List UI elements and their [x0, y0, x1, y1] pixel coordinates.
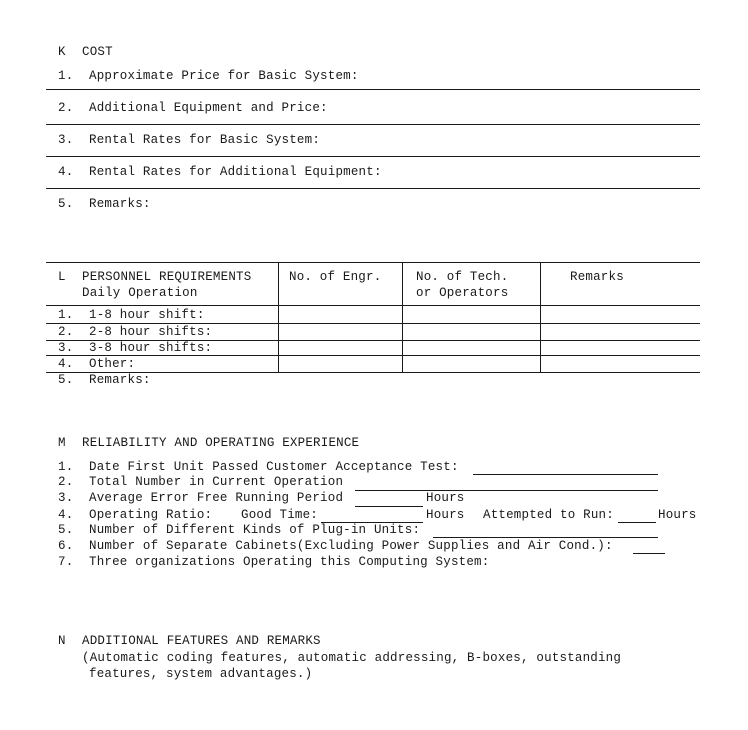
m-item-1-blank[interactable]: [473, 474, 658, 475]
k-item-2-num: 2.: [58, 101, 74, 115]
section-m-title: RELIABILITY AND OPERATING EXPERIENCE: [82, 436, 360, 450]
m-item-5-num: 5.: [58, 523, 74, 537]
m-item-4-unit2: Hours: [658, 508, 697, 522]
section-l-letter: L: [58, 270, 66, 284]
m-item-7-label: Three organizations Operating this Computing System:: [89, 555, 490, 569]
k-item-5-label: Remarks:: [89, 197, 151, 211]
l-table-header-border: [46, 305, 700, 306]
col-header-remarks: Remarks: [570, 270, 624, 284]
col-header-engineers: No. of Engr.: [289, 270, 382, 284]
m-item-6-num: 6.: [58, 539, 74, 553]
l-row-4-num: 4.: [58, 357, 74, 371]
k-item-5-num: 5.: [58, 197, 74, 211]
section-n-title: ADDITIONAL FEATURES AND REMARKS: [82, 634, 321, 648]
section-n-description-line-1: (Automatic coding features, automatic addressing, B-boxes, outstanding: [82, 651, 622, 665]
section-l-title: PERSONNEL REQUIREMENTS: [82, 270, 252, 284]
m-item-6-blank[interactable]: [633, 553, 665, 554]
l-row-1-label: 1-8 hour shift:: [89, 308, 205, 322]
k-item-3-answer-line[interactable]: [46, 156, 700, 157]
l-row-1-num: 1.: [58, 308, 74, 322]
m-item-3-label: Average Error Free Running Period: [89, 491, 344, 505]
m-item-2-num: 2.: [58, 475, 74, 489]
m-item-7-num: 7.: [58, 555, 74, 569]
l-row-3-label: 3-8 hour shifts:: [89, 341, 213, 355]
section-l-subtitle: Daily Operation: [82, 286, 198, 300]
l-row-3-border: [46, 355, 700, 356]
k-item-4-answer-line[interactable]: [46, 188, 700, 189]
m-item-6-label: Number of Separate Cabinets(Excluding Power Supplies and Air Cond.):: [89, 539, 613, 553]
section-m-letter: M: [58, 436, 66, 450]
section-n-letter: N: [58, 634, 66, 648]
m-item-3-blank[interactable]: [355, 506, 423, 507]
m-item-4-unit: Hours: [426, 508, 465, 522]
l-remarks-label: Remarks:: [89, 373, 151, 387]
l-row-4-label: Other:: [89, 357, 136, 371]
section-n-description-line-2: features, system advantages.): [89, 667, 313, 681]
k-item-4-num: 4.: [58, 165, 74, 179]
col-header-technicians: No. of Tech.: [416, 270, 509, 284]
l-row-3-num: 3.: [58, 341, 74, 355]
m-item-4-attempted: Attempted to Run:: [483, 508, 614, 522]
m-item-5-label: Number of Different Kinds of Plug-in Units:: [89, 523, 421, 537]
section-k-title: COST: [82, 45, 113, 59]
m-item-5-blank[interactable]: [433, 537, 658, 538]
m-item-4-label: Operating Ratio:: [89, 508, 213, 522]
k-item-3-label: Rental Rates for Basic System:: [89, 133, 321, 147]
k-item-1-answer-line[interactable]: [46, 89, 700, 90]
k-item-2-answer-line[interactable]: [46, 124, 700, 125]
l-row-1-border: [46, 323, 700, 324]
section-k-letter: K: [58, 45, 66, 59]
m-item-3-unit: Hours: [426, 491, 465, 505]
l-table-top-border: [46, 262, 700, 263]
m-item-4-good-time: Good Time:: [241, 508, 319, 522]
k-item-3-num: 3.: [58, 133, 74, 147]
m-item-2-blank[interactable]: [355, 490, 658, 491]
k-item-4-label: Rental Rates for Additional Equipment:: [89, 165, 382, 179]
l-row-2-num: 2.: [58, 325, 74, 339]
l-remarks-num: 5.: [58, 373, 74, 387]
m-item-1-num: 1.: [58, 460, 74, 474]
l-row-2-label: 2-8 hour shifts:: [89, 325, 213, 339]
col-header-operators: or Operators: [416, 286, 509, 300]
k-item-1-num: 1.: [58, 69, 74, 83]
k-item-2-label: Additional Equipment and Price:: [89, 101, 328, 115]
k-item-1-label: Approximate Price for Basic System:: [89, 69, 359, 83]
m-item-4-attempted-blank[interactable]: [618, 522, 656, 523]
m-item-2-label: Total Number in Current Operation: [89, 475, 344, 489]
m-item-4-num: 4.: [58, 508, 74, 522]
m-item-1-label: Date First Unit Passed Customer Acceptance Test:: [89, 460, 459, 474]
m-item-3-num: 3.: [58, 491, 74, 505]
